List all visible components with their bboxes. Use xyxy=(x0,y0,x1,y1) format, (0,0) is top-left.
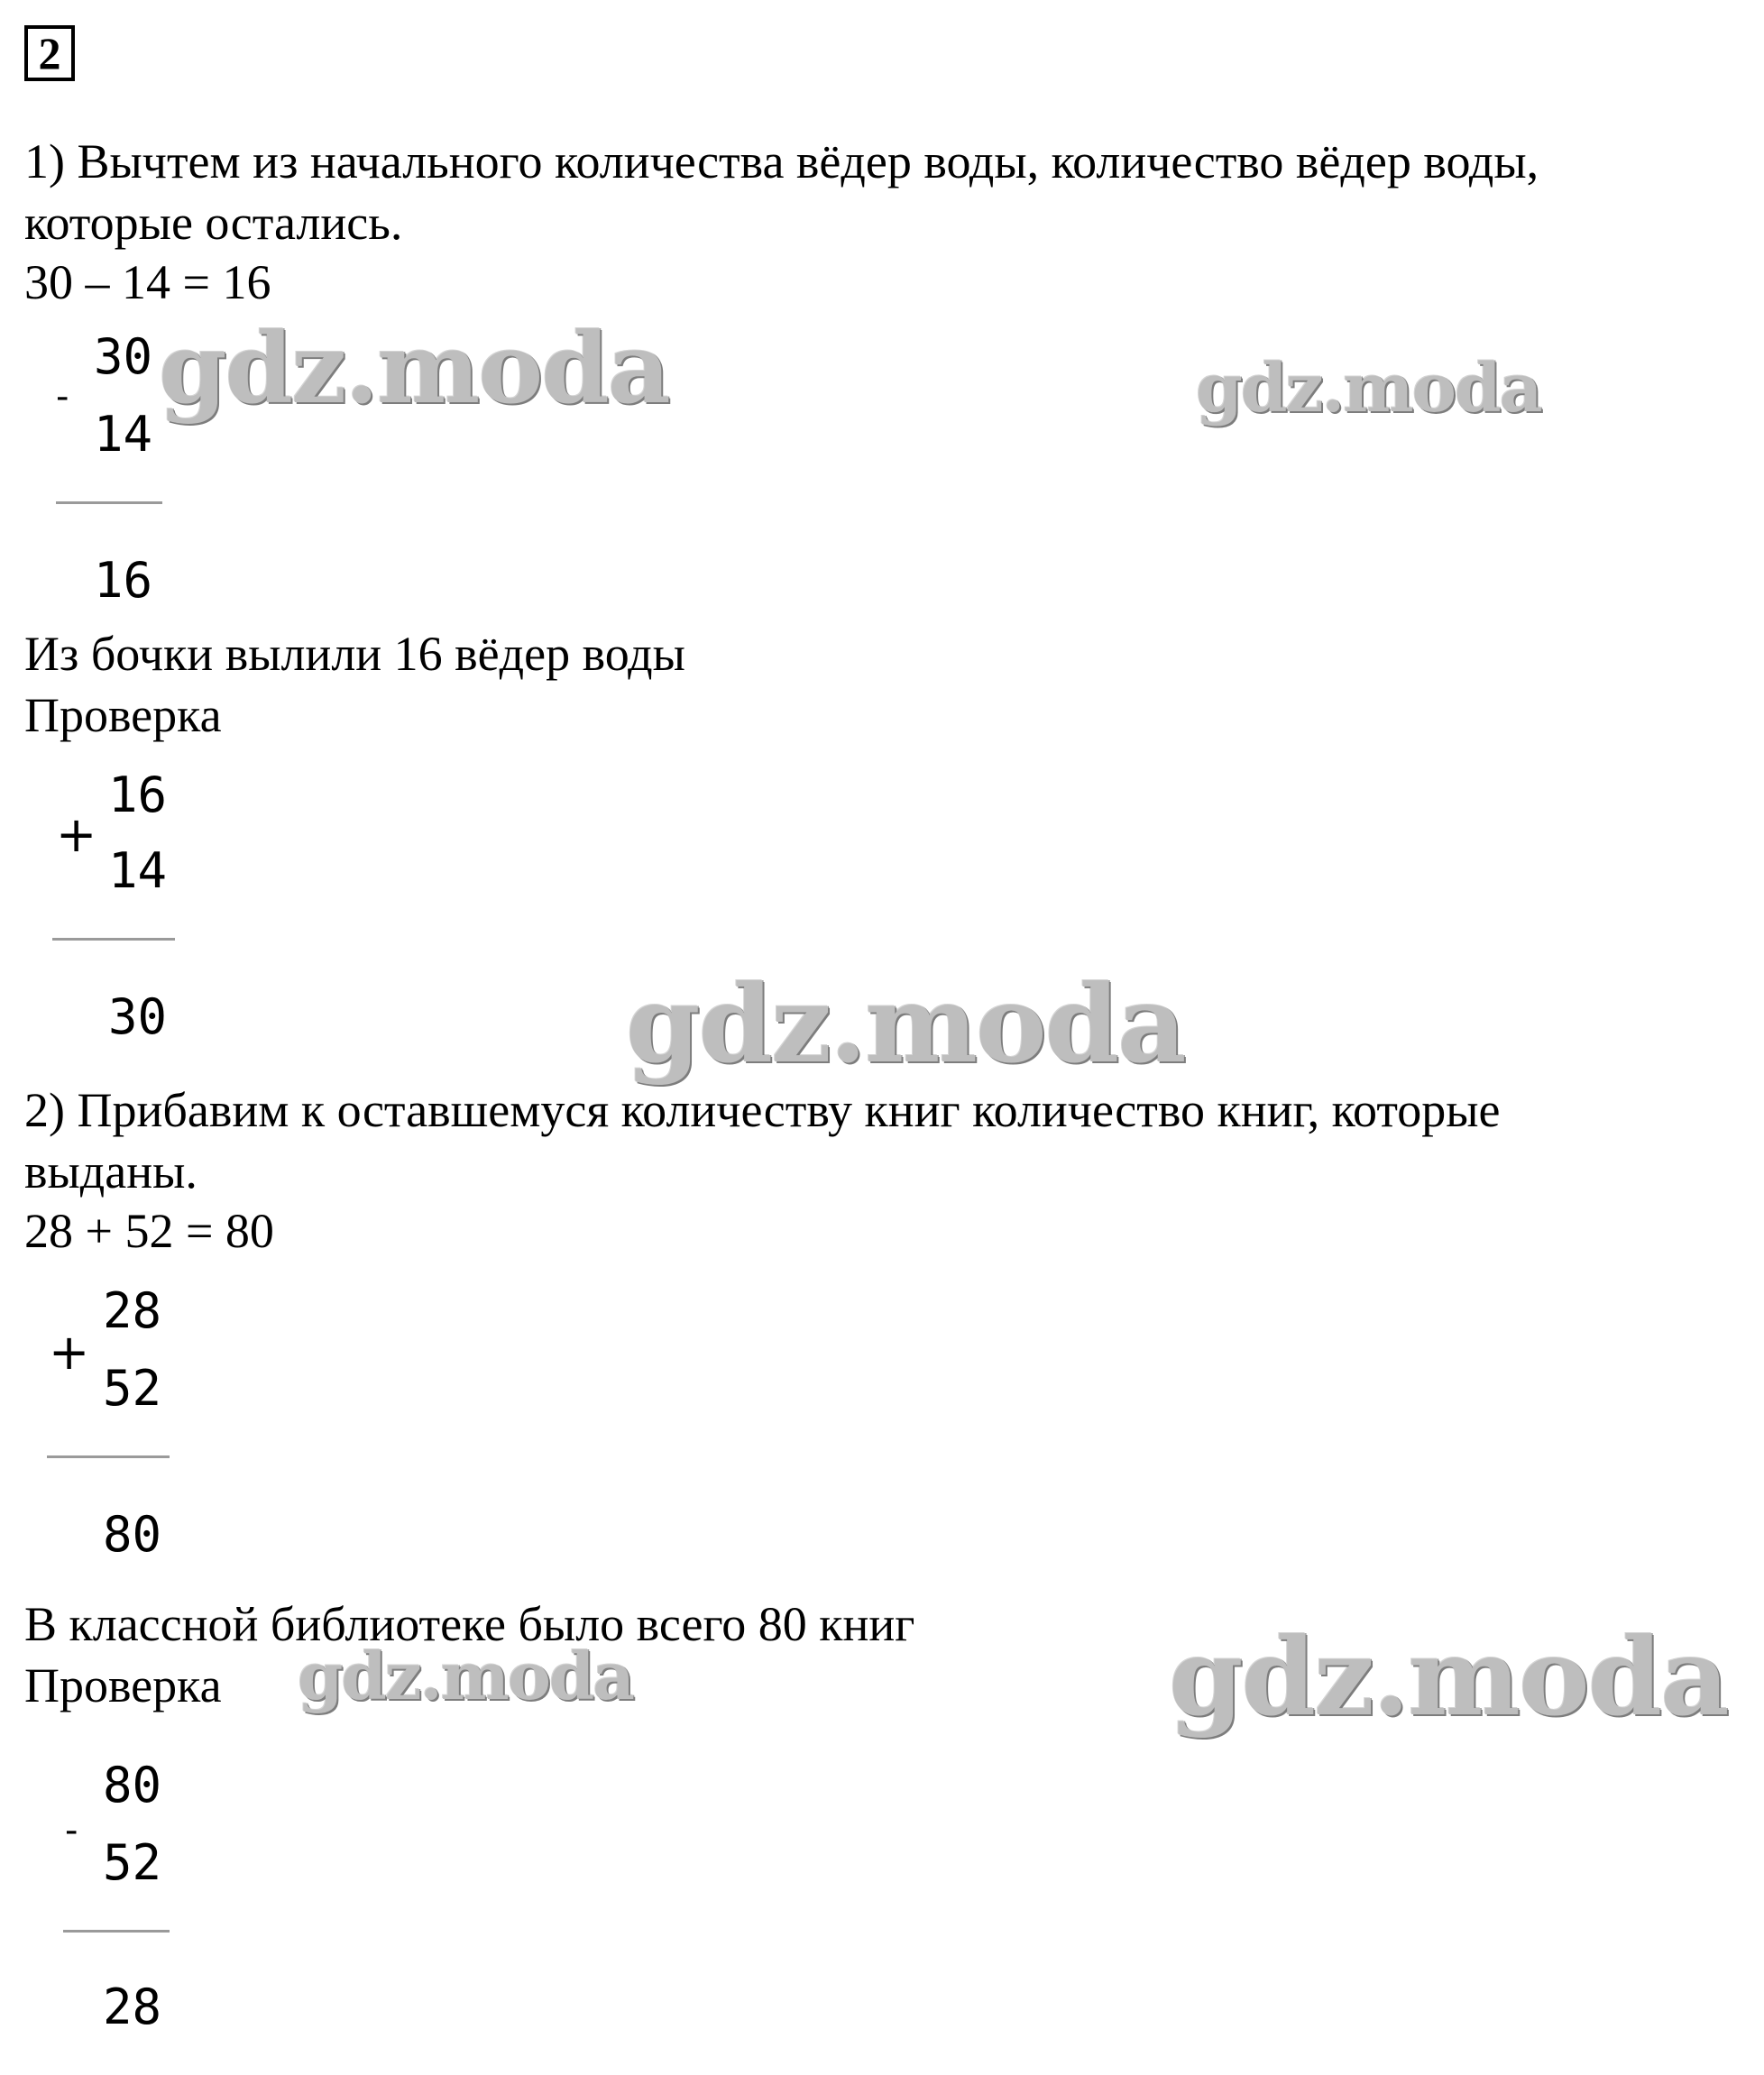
part1-text-line1: 1) Вычтем из начального количества вёдер воды, количество вёдер воды, xyxy=(24,134,1539,188)
column-result-number: 30 xyxy=(108,988,168,1045)
column-operator: + xyxy=(56,806,97,863)
column-top-number: 80 xyxy=(103,1757,162,1813)
part2-text-line1: 2) Прибавим к оставшемуся количеству книг количество книг, которые xyxy=(24,1083,1501,1137)
column-result-number: 28 xyxy=(103,1979,162,2035)
column-operator: - xyxy=(56,376,69,418)
part2-equation: 28 + 52 = 80 xyxy=(24,1204,274,1258)
column-top-number: 16 xyxy=(108,767,168,823)
part1-check-label: Проверка xyxy=(24,688,222,742)
column-top-number: 30 xyxy=(94,328,153,385)
column-divider xyxy=(63,1930,170,1933)
column-operator: - xyxy=(65,1810,78,1851)
watermark-logo: gdz.moda xyxy=(159,312,669,426)
task-number-box xyxy=(24,25,75,81)
part1-text-line2: которые остались. xyxy=(24,196,403,250)
column-operator: + xyxy=(49,1324,90,1381)
part2-check-label: Проверка xyxy=(24,1658,222,1712)
watermark-logo: gdz.moda xyxy=(1196,350,1541,427)
column-top-number: 28 xyxy=(103,1282,162,1339)
watermark-logo: gdz.moda xyxy=(1169,1614,1728,1740)
column-result-number: 80 xyxy=(103,1506,162,1563)
watermark-logo: gdz.moda xyxy=(626,961,1185,1087)
part2-answer: В классной библиотеке было всего 80 книг xyxy=(24,1597,915,1651)
column-divider xyxy=(52,938,175,941)
part1-answer: Из бочки вылили 16 вёдер воды xyxy=(24,627,685,681)
column-bottom-number: 14 xyxy=(108,842,168,899)
column-result-number: 16 xyxy=(94,552,153,609)
column-divider xyxy=(56,501,162,504)
column-bottom-number: 52 xyxy=(103,1834,162,1891)
part2-text-line2: выданы. xyxy=(24,1144,198,1198)
task-number: 2 xyxy=(38,28,61,78)
watermark-logo: gdz.moda xyxy=(298,1638,633,1714)
column-bottom-number: 14 xyxy=(94,406,153,463)
part1-equation: 30 – 14 = 16 xyxy=(24,255,271,309)
column-divider xyxy=(47,1455,170,1458)
column-bottom-number: 52 xyxy=(103,1360,162,1417)
